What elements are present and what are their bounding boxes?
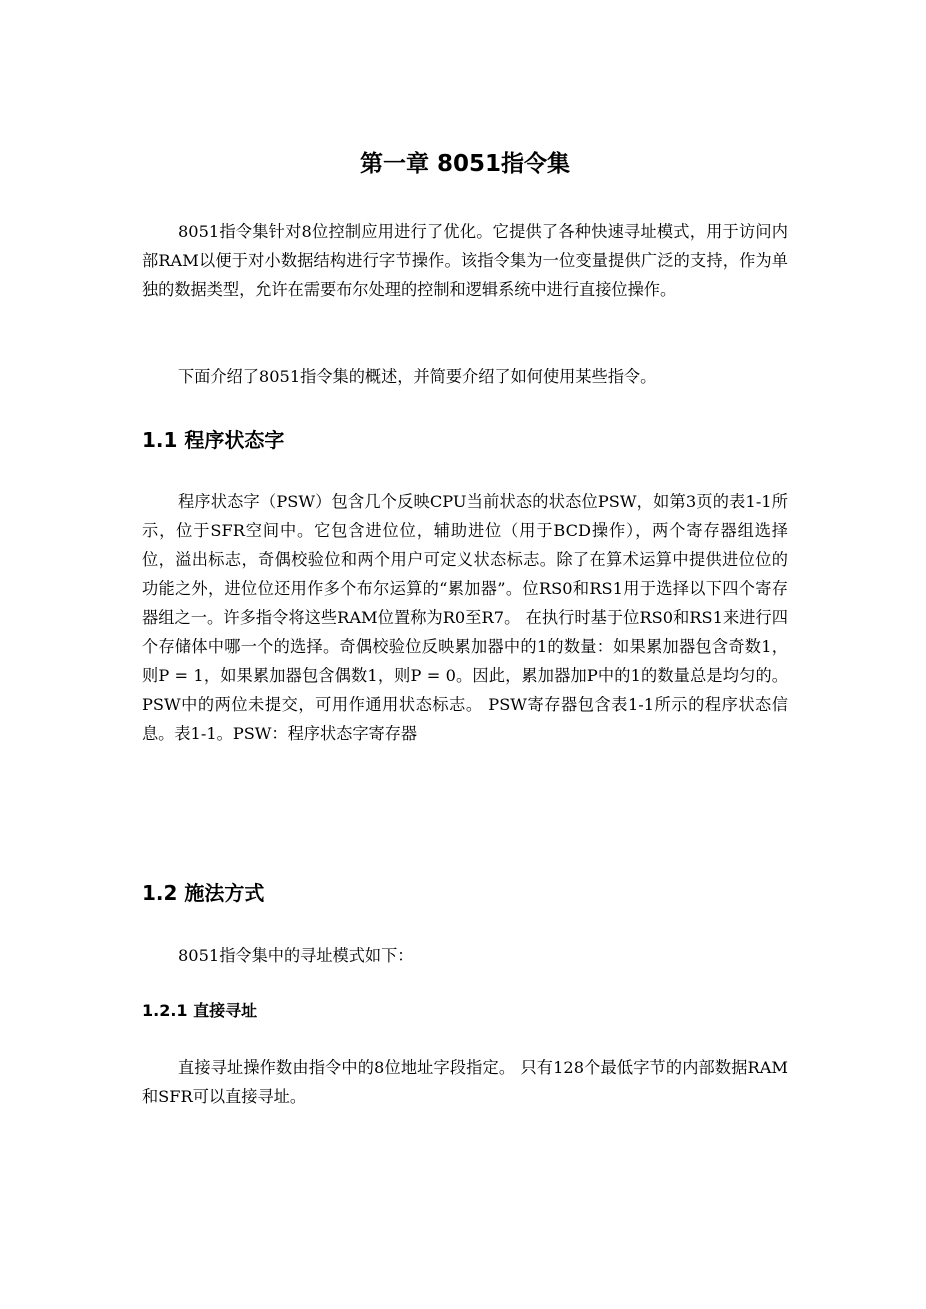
intro-paragraph-1: 8051指令集针对8位控制应用进行了优化。它提供了各种快速寻址模式，用于访问内部RAM以便于对小数据结构进行字节操作。该指令集为一位变量提供广泛的支持，作为单独的数据类型，允许在需要布尔处理的控制和逻辑系统中进行直接位操作。 [142,222,788,299]
section-1-2-1-paragraph: 直接寻址操作数由指令中的8位地址字段指定。 只有128个最低字节的内部数据RAM和SFR可以直接寻址。 [142,1058,788,1106]
section-1-2-heading: 1.2 施法方式 [142,881,265,905]
section-1-2-paragraph: 8051指令集中的寻址模式如下： [178,946,414,965]
intro-paragraph-2: 下面介绍了8051指令集的概述，并简要介绍了如何使用某些指令。 [178,367,657,386]
section-1-1-paragraph: 程序状态字（PSW）包含几个反映CPU当前状态的状态位PSW，如第3页的表1-1所示，位于SFR空间中。它包含进位位，辅助进位（用于BCD操作），两个寄存器组选择位，溢出标志，奇偶校验位和两个用户可定义状态标志。除了在算术运算中提供进位位的功能之外，进位位还用作多个布尔运算的“累加器”。位RS0和RS1用于选择以下四个寄存器组之一。许多指令将这些RAM位置称为R0至R7。 在执行时基于位RS0和RS1来进行四个存储体中哪一个的选择。奇偶校验位反映累加器中的1的数量：如果累加器包含奇数1，则P = 1，如果累加器包含偶数1，则P = 0。因此，累加器加P中的1的数量总是均匀的。PSW中的两位未提交，可用作通用状态标志。 PSW寄存器包含表1-1所示的程序状态信息。表1-1。PSW：程序状态字寄存器 [142,492,788,743]
chapter-title: 第一章 8051指令集 [359,151,571,177]
section-1-2-1-heading: 1.2.1 直接寻址 [142,1001,258,1020]
section-1-1-heading: 1.1 程序状态字 [142,428,285,452]
